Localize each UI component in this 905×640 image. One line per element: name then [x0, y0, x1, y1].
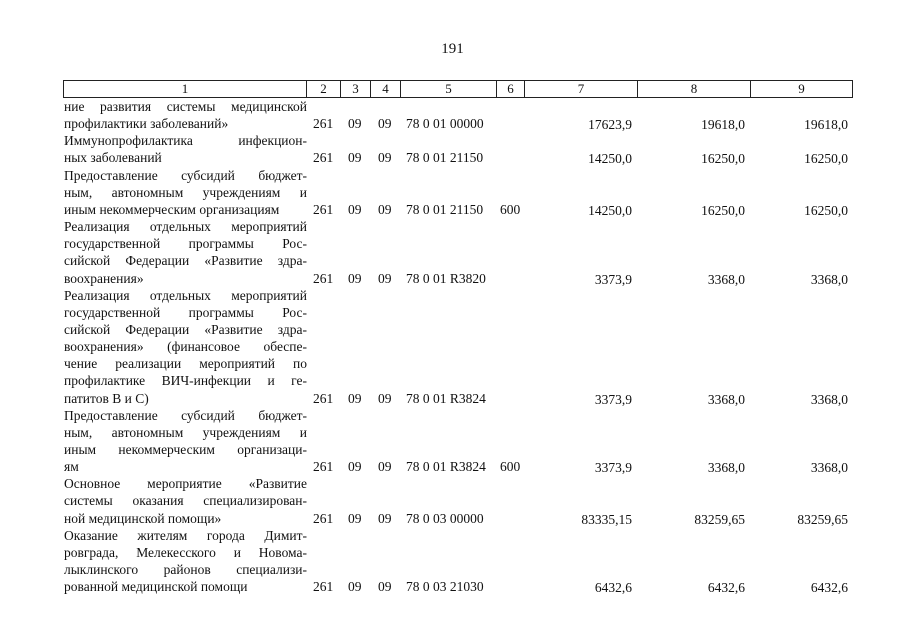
row-cell-c8: 3368,0: [707, 391, 745, 407]
row-description-line: сийской Федерации «Развитие здра-: [64, 253, 307, 269]
row-description-line: Реализация отдельных мероприятий: [64, 219, 307, 235]
row-cell-c3: 09: [348, 201, 362, 217]
header-col-3: 3: [341, 81, 371, 98]
row-description-line: профилактики заболеваний»: [64, 116, 229, 132]
row-cell-c7: 3373,9: [594, 460, 632, 476]
row-cell-c5: 78 0 01 R3820: [406, 270, 486, 286]
row-cell-c2: 261: [313, 270, 334, 286]
row-cell-c5: 78 0 01 21150: [406, 150, 484, 166]
row-cell-c5: 78 0 03 00000: [406, 510, 484, 526]
row-cell-c6: 600: [500, 201, 521, 217]
row-cell-c4: 09: [378, 579, 392, 595]
row-cell-c5: 78 0 01 00000: [406, 116, 484, 132]
row-cell-c8: 19618,0: [701, 117, 745, 133]
row-description-line: ным, автономным учреждениям и: [64, 184, 307, 200]
row-cell-c7: 3373,9: [594, 271, 632, 287]
row-cell-c7: 83335,15: [581, 511, 632, 527]
row-description-line: воохранения» (финансовое обеспе-: [64, 339, 307, 355]
row-description-line: профилактике ВИЧ-инфекции и ге-: [64, 373, 307, 389]
row-cell-c9: 16250,0: [804, 202, 848, 218]
row-cell-c8: 83259,65: [694, 511, 745, 527]
header-col-5: 5: [401, 81, 497, 98]
row-description-line: ным, автономным учреждениям и: [64, 424, 307, 440]
row-cell-c7: 14250,0: [588, 151, 632, 167]
row-cell-c9: 3368,0: [810, 391, 848, 407]
row-description-line: ровграда, Мелекесского и Новома-: [64, 544, 307, 560]
row-description-line: Оказание жителям города Димит-: [64, 527, 307, 543]
row-description-line: лыклинского районов специализи-: [64, 562, 307, 578]
row-description-line: Предоставление субсидий бюджет-: [64, 407, 307, 423]
row-cell-c8: 3368,0: [707, 460, 745, 476]
header-col-2: 2: [307, 81, 341, 98]
row-cell-c9: 19618,0: [804, 117, 848, 133]
row-description-line: Реализация отдельных мероприятий: [64, 287, 307, 303]
row-description-line: рованной медицинской помощи: [64, 579, 248, 595]
row-cell-c8: 16250,0: [701, 202, 745, 218]
row-description-line: ние развития системы медицинской: [64, 99, 307, 114]
row-cell-c4: 09: [378, 150, 392, 166]
row-description-line: системы оказания специализирован-: [64, 493, 307, 509]
row-cell-c2: 261: [313, 510, 334, 526]
row-description-line: патитов В и С): [64, 390, 149, 406]
header-col-7: 7: [525, 81, 638, 98]
row-cell-c9: 3368,0: [810, 271, 848, 287]
row-cell-c3: 09: [348, 459, 362, 475]
row-cell-c4: 09: [378, 270, 392, 286]
row-cell-c7: 3373,9: [594, 391, 632, 407]
row-cell-c9: 6432,6: [810, 580, 848, 596]
row-cell-c8: 16250,0: [701, 151, 745, 167]
row-cell-c3: 09: [348, 116, 362, 132]
row-cell-c2: 261: [313, 201, 334, 217]
row-cell-c5: 78 0 01 21150: [406, 201, 484, 217]
row-cell-c2: 261: [313, 579, 334, 595]
row-description-line: воохранения»: [64, 270, 144, 286]
row-cell-c8: 6432,6: [707, 580, 745, 596]
row-cell-c7: 6432,6: [594, 580, 632, 596]
row-cell-c3: 09: [348, 270, 362, 286]
row-cell-c4: 09: [378, 390, 392, 406]
row-description-line: иным некоммерческим организациям: [64, 201, 280, 217]
row-description-line: Основное мероприятие «Развитие: [64, 476, 307, 492]
row-cell-c4: 09: [378, 201, 392, 217]
row-cell-c5: 78 0 03 21030: [406, 579, 484, 595]
row-cell-c3: 09: [348, 510, 362, 526]
row-cell-c9: 3368,0: [810, 460, 848, 476]
header-col-4: 4: [371, 81, 401, 98]
row-cell-c3: 09: [348, 150, 362, 166]
row-cell-c2: 261: [313, 150, 334, 166]
row-cell-c3: 09: [348, 579, 362, 595]
row-cell-c4: 09: [378, 510, 392, 526]
row-description-line: ям: [64, 459, 79, 475]
row-cell-c5: 78 0 01 R3824: [406, 459, 486, 475]
row-description-line: иным некоммерческим организаци-: [64, 442, 307, 457]
header-row: [64, 81, 853, 98]
column-header-table: [63, 80, 853, 98]
row-cell-c3: 09: [348, 390, 362, 406]
header-col-6: 6: [497, 81, 525, 98]
row-cell-c9: 83259,65: [797, 511, 848, 527]
row-cell-c5: 78 0 01 R3824: [406, 390, 486, 406]
row-cell-c7: 14250,0: [588, 202, 632, 218]
row-description-line: чение реализации мероприятий по: [64, 356, 307, 372]
page-number: 191: [441, 41, 464, 57]
row-description-line: сийской Федерации «Развитие здра-: [64, 321, 307, 337]
row-description-line: Иммунопрофилактика инфекцион-: [64, 133, 307, 149]
row-cell-c4: 09: [378, 116, 392, 132]
row-description-line: государственной программы Рос-: [64, 236, 307, 252]
row-description-line: Предоставление субсидий бюджет-: [64, 167, 307, 183]
row-description-line: государственной программы Рос-: [64, 304, 307, 320]
row-cell-c6: 600: [500, 459, 521, 475]
row-cell-c7: 17623,9: [588, 117, 632, 133]
row-cell-c8: 3368,0: [707, 271, 745, 287]
row-cell-c2: 261: [313, 459, 334, 475]
header-col-9: 9: [751, 81, 853, 98]
row-cell-c4: 09: [378, 459, 392, 475]
row-description-line: ной медицинской помощи»: [64, 510, 222, 526]
row-cell-c2: 261: [313, 390, 334, 406]
header-col-1: 1: [64, 81, 307, 98]
row-cell-c9: 16250,0: [804, 151, 848, 167]
row-cell-c2: 261: [313, 116, 334, 132]
header-col-8: 8: [638, 81, 751, 98]
row-description-line: ных заболеваний: [64, 150, 162, 166]
